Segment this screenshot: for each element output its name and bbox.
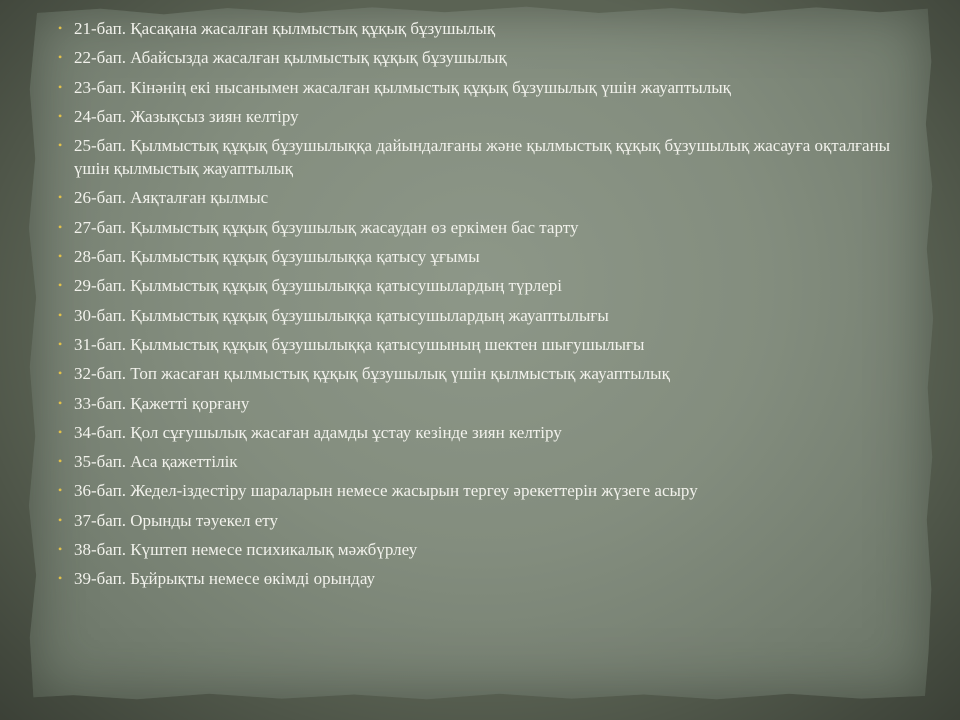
list-item-text: 33-бап. Қажетті қорғану — [74, 393, 250, 413]
bullet-icon: • — [58, 190, 63, 205]
list-item-text: 29-бап. Қылмыстық құқық бұзушылыққа қатысушылардың түрлері — [74, 276, 562, 296]
bullet-icon: • — [58, 512, 63, 527]
list-item — [58, 76, 898, 99]
list-item-text: 31-бап. Қылмыстық құқық бұзушылыққа қатысушының шектен шығушылығы — [74, 334, 645, 354]
list-item-text: 21-бап. Қасақана жасалған қылмыстық құқық бұзушылық — [74, 19, 496, 38]
bullet-icon: • — [58, 454, 63, 469]
bullet-icon: • — [58, 424, 63, 439]
list-item-text: 27-бап. Қылмыстық құқық бұзушылық жасаудан өз еркімен бас тарту — [74, 217, 579, 237]
list-item — [58, 421, 898, 444]
list-item-text: 26-бап. Аяқталған қылмыс — [74, 188, 269, 208]
list-item-text: 35-бап. Аса қажеттілік — [74, 452, 238, 472]
list-item — [58, 274, 898, 297]
list-item — [58, 479, 898, 502]
list-item-text: 37-бап. Орынды тәуекел ету — [74, 510, 279, 530]
bullet-icon: • — [58, 542, 63, 557]
list-item — [58, 392, 898, 415]
bullet-icon: • — [58, 278, 63, 293]
list-item-text: 23-бап. Кінәнің екі нысанымен жасалған қылмыстық құқық бұзушылық үшін жауаптылық — [74, 77, 731, 97]
list-item — [58, 134, 898, 180]
list-item — [58, 17, 898, 40]
bullet-icon: • — [58, 50, 63, 65]
list-item-text: 22-бап. Абайсызда жасалған қылмыстық құқық бұзушылық — [74, 48, 507, 68]
list-item — [58, 333, 898, 356]
bullet-icon: • — [58, 483, 63, 498]
list-item-text: 30-бап. Қылмыстық құқық бұзушылыққа қатысушылардың жауаптылығы — [74, 305, 609, 325]
list-item-text: 25-бап. Қылмыстық құқық бұзушылыққа дайындалғаны және қылмыстық құқық бұзушылық жасауға оқталғаны үшін қылмыстық жауаптылық — [74, 136, 891, 179]
bullet-icon: • — [58, 307, 63, 322]
list-item — [58, 46, 898, 69]
list-item — [58, 509, 898, 532]
bullet-icon: • — [58, 21, 63, 35]
list-item — [58, 362, 898, 385]
list-item-text: 38-бап. Күштеп немесе психикалық мәжбүрлеу — [74, 540, 418, 560]
bullet-icon: • — [58, 336, 63, 351]
list-item — [58, 186, 898, 209]
bullet-icon: • — [58, 219, 63, 234]
bullet-icon: • — [58, 108, 63, 123]
list-item-text: 39-бап. Бұйрықты немесе өкімді орындау — [74, 569, 376, 589]
list-item-text: 36-бап. Жедел-іздестіру шараларын немесе жасырын тергеу әрекеттерін жүзеге асыру — [74, 481, 698, 501]
bullet-icon: • — [58, 249, 63, 264]
bullet-icon: • — [58, 366, 63, 381]
list-item-text: 32-бап. Топ жасаған қылмыстық құқық бұзушылық үшін қылмыстық жауаптылық — [74, 364, 670, 384]
bullet-icon: • — [58, 138, 63, 153]
list-item — [58, 304, 898, 327]
list-item — [58, 450, 898, 473]
list-item — [58, 567, 898, 590]
bullet-icon: • — [58, 395, 63, 410]
article-list — [58, 17, 898, 597]
list-item-text: 28-бап. Қылмыстық құқық бұзушылыққа қатысу ұғымы — [74, 247, 480, 267]
list-item — [58, 245, 898, 268]
list-item — [58, 538, 898, 561]
list-item-text: 24-бап. Жазықсыз зиян келтіру — [74, 106, 299, 126]
list-item-text: 34-бап. Қол сұғушылық жасаған адамды ұстау кезінде зиян келтіру — [74, 422, 562, 442]
list-item — [58, 105, 898, 128]
list-item — [58, 216, 898, 239]
bullet-icon: • — [58, 571, 63, 586]
bullet-icon: • — [58, 79, 63, 94]
